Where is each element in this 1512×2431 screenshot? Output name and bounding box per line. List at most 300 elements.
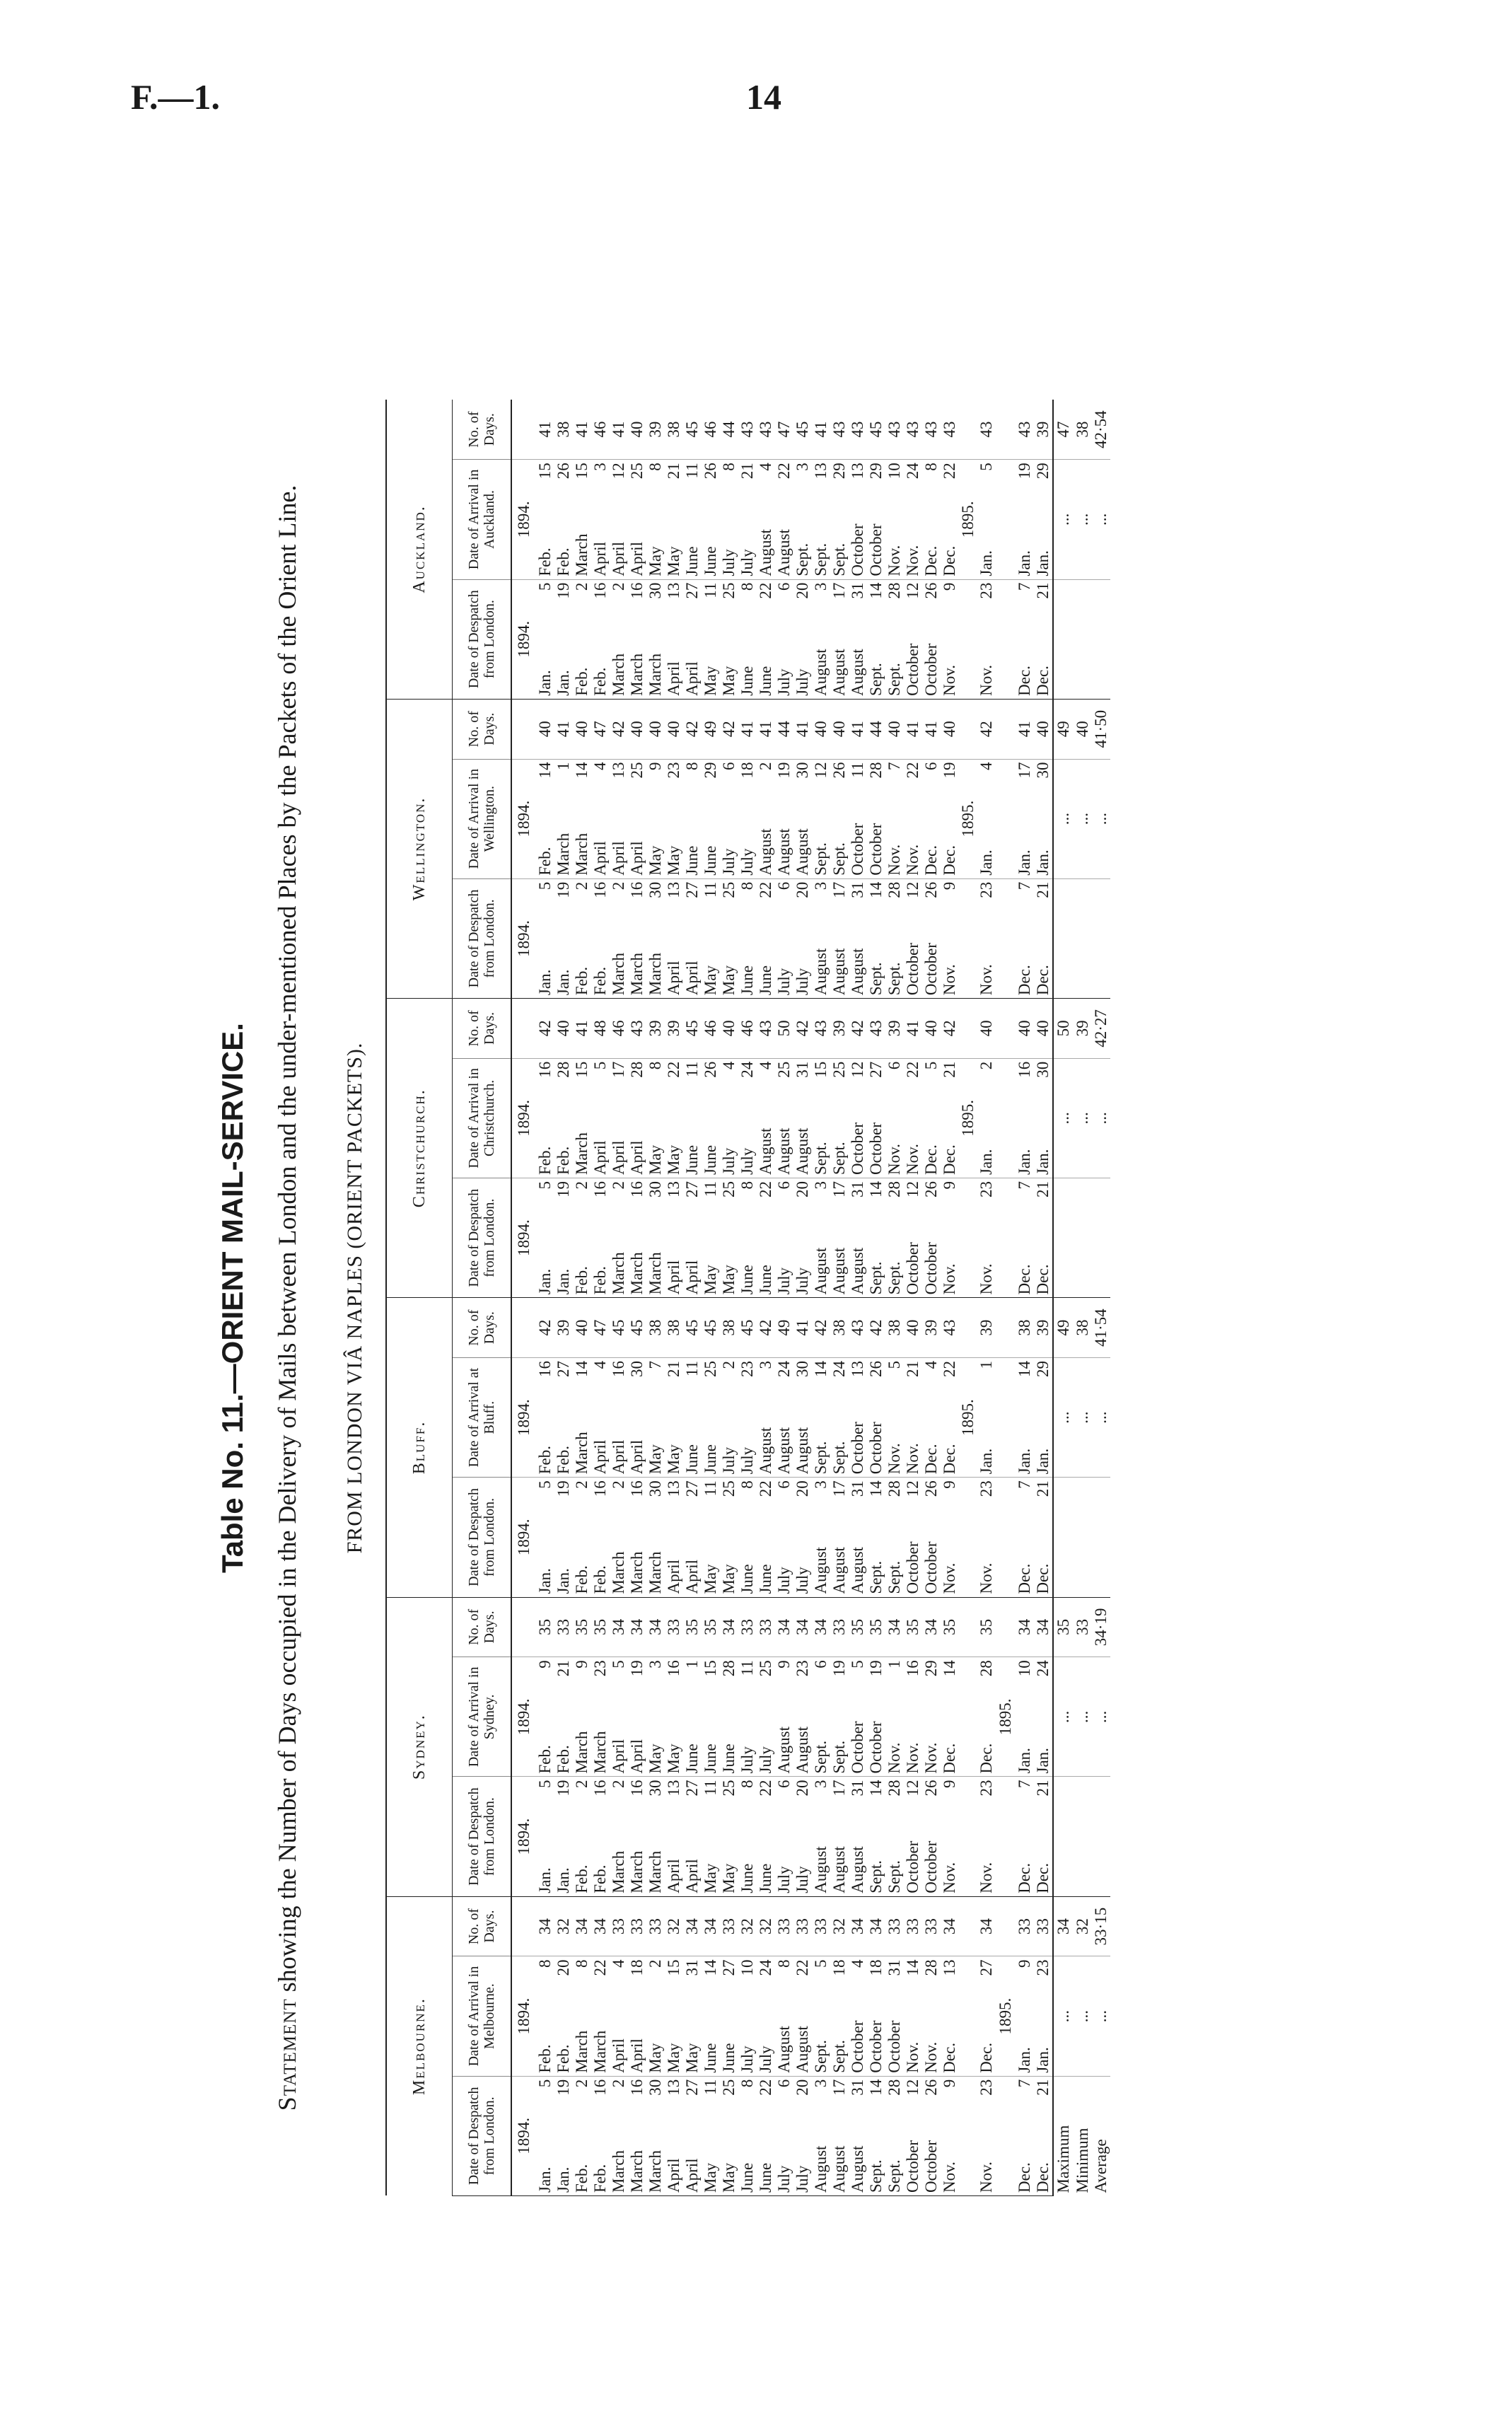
days-value: 43: [941, 400, 959, 460]
empty-cell: [1074, 1478, 1092, 1597]
month: August: [830, 1846, 848, 1893]
days-value: 41: [610, 400, 628, 460]
month: Nov.: [941, 1562, 958, 1594]
month: May: [665, 845, 682, 876]
days-value: 33: [665, 1597, 683, 1657]
month: Nov.: [904, 545, 921, 576]
year-label: 1895.: [996, 1956, 1016, 2076]
day: 24: [775, 1360, 793, 1377]
day: 13: [849, 1360, 866, 1377]
month: May: [702, 2162, 719, 2193]
despatch-date: [977, 579, 996, 699]
despatch-date: [885, 878, 904, 998]
days-value: 40: [573, 699, 591, 759]
day: 6: [775, 881, 793, 890]
month: June: [757, 1863, 774, 1893]
day: 21: [1034, 2079, 1052, 2096]
day: 16: [1016, 1061, 1033, 1078]
month: July: [775, 2165, 793, 2193]
month: March: [610, 1252, 627, 1295]
arrival-date: [702, 1956, 720, 2076]
day: 19: [867, 1660, 885, 1677]
day: 8: [738, 582, 756, 591]
despatch-date: [646, 1777, 665, 1896]
despatch-date: [702, 2076, 720, 2195]
month: June: [738, 965, 756, 996]
day: 3: [793, 463, 811, 471]
arrival-date: [702, 1657, 720, 1777]
month: Dec.: [922, 1444, 940, 1475]
stats-dots: ...: [1074, 1657, 1092, 1777]
month: May: [646, 546, 664, 576]
despatch-date: [904, 1478, 922, 1597]
month: August: [830, 948, 848, 996]
day: 11: [702, 582, 719, 598]
despatch-date: [536, 1777, 554, 1896]
arrival-date: [665, 1956, 683, 2076]
day: 28: [628, 1061, 646, 1078]
month: Nov.: [977, 1562, 995, 1594]
arrival-date: [628, 460, 646, 579]
despatch-date: [775, 1478, 793, 1597]
despatch-date: [536, 878, 554, 998]
days-value: 35: [904, 1597, 922, 1657]
city-header-melbourne: Melbourne.: [386, 1896, 453, 2195]
month: Jan.: [536, 1268, 554, 1295]
from-line: FROM LONDON VIÂ NAPLES (ORIENT PACKETS).: [343, 1042, 366, 1554]
month: March: [628, 2149, 646, 2193]
despatch-date: [573, 878, 591, 998]
arrival-date: [867, 460, 885, 579]
arrival-date: [610, 1357, 628, 1477]
days-value: 33: [628, 1896, 646, 1956]
month: July: [720, 848, 738, 876]
day: 15: [812, 1061, 830, 1078]
month: Jan.: [977, 849, 995, 876]
day: 14: [867, 1780, 885, 1797]
day: 4: [591, 1360, 609, 1369]
days-value: 49: [775, 1298, 793, 1358]
day: 26: [702, 1061, 719, 1078]
arrival-date: [1016, 460, 1034, 579]
stats-dots: ...: [1074, 1956, 1092, 2076]
despatch-date: [941, 1178, 959, 1298]
month: April: [610, 841, 627, 876]
day: 16: [628, 1780, 646, 1797]
despatch-date: [793, 878, 812, 998]
day: 31: [849, 1480, 866, 1497]
empty-cell: [511, 1298, 536, 1358]
stats-dots: ...: [1092, 759, 1110, 878]
arrival-date: [665, 1058, 683, 1178]
arrival-date: [830, 1657, 849, 1777]
empty-cell: [1053, 1777, 1074, 1896]
day: 5: [536, 2079, 554, 2088]
day: 1: [885, 1660, 903, 1669]
days-value: 42: [757, 1298, 775, 1358]
day: 29: [830, 463, 848, 480]
days-header-bluff: No. of Days.: [453, 1298, 512, 1358]
month: April: [683, 661, 701, 696]
days-value: 34: [849, 1896, 867, 1956]
despatch-date: [665, 1777, 683, 1896]
day: 3: [812, 2079, 830, 2088]
arrival-date: [573, 1058, 591, 1178]
month: July: [793, 1866, 811, 1893]
arrival-date: [812, 759, 830, 878]
month: Nov.: [977, 964, 995, 996]
arrival-date: [922, 1956, 941, 2076]
month: June: [702, 2043, 719, 2073]
month: October: [904, 1242, 921, 1295]
month: April: [683, 961, 701, 996]
arrival-date: [683, 1058, 702, 1178]
days-value: 33: [812, 1896, 830, 1956]
year-label: 1895.: [959, 759, 977, 878]
arrival-header-place: Bluff.: [482, 1400, 497, 1434]
day: 25: [720, 1181, 738, 1198]
table-row: [757, 400, 775, 2196]
day: 20: [793, 582, 811, 599]
arrival-date: [849, 1956, 867, 2076]
days-value: 42: [849, 999, 867, 1059]
despatch-date: [830, 2076, 849, 2195]
day: 5: [885, 1360, 903, 1369]
day: 8: [738, 1480, 756, 1489]
month: Feb.: [573, 1266, 591, 1295]
days-value: 40: [922, 999, 941, 1059]
year-label: 1895.: [959, 1058, 977, 1178]
table-row: [904, 400, 922, 2196]
arrival-date: [885, 1956, 904, 2076]
month: August: [793, 2026, 811, 2073]
despatch-date: [757, 2076, 775, 2195]
day: 26: [867, 1360, 885, 1377]
day: 14: [536, 762, 554, 779]
month: May: [720, 1863, 738, 1893]
day: 25: [720, 2079, 738, 2096]
day: 19: [628, 1660, 646, 1677]
year-label: 1894.: [511, 1777, 536, 1896]
month: Dec.: [1016, 666, 1033, 696]
despatch-date: [793, 2076, 812, 2195]
month: May: [646, 845, 664, 876]
month: July: [738, 2046, 756, 2073]
month: April: [665, 1260, 682, 1295]
day: 13: [941, 1959, 958, 1976]
day: 25: [702, 1360, 719, 1377]
month: Dec.: [1034, 666, 1052, 696]
month: October: [922, 1242, 940, 1295]
month: Sept.: [867, 663, 885, 696]
day: 6: [812, 1660, 830, 1669]
year-label: 1894.: [511, 759, 536, 878]
stats-dots: ...: [1074, 460, 1092, 579]
days-value: 33: [738, 1597, 757, 1657]
month: Nov.: [904, 2041, 921, 2073]
month: March: [610, 1850, 627, 1893]
stats-value: 49: [1053, 699, 1074, 759]
day: 5: [849, 1660, 866, 1669]
month: Dec.: [977, 1743, 995, 1774]
empty-cell: [1074, 1777, 1092, 1896]
month: March: [628, 953, 646, 996]
day: 6: [922, 762, 940, 771]
despatch-header-christchurch: Date of Despatch from London.: [453, 1178, 512, 1298]
month: May: [720, 965, 738, 996]
empty-cell: [511, 699, 536, 759]
days-value: 38: [554, 400, 573, 460]
despatch-date: [702, 1777, 720, 1896]
arrival-date: [573, 1956, 591, 2076]
days-value: 39: [977, 1298, 996, 1358]
month: October: [922, 1840, 940, 1893]
arrival-date: [885, 1058, 904, 1178]
day: 9: [536, 1660, 554, 1669]
day: 27: [683, 2079, 701, 2096]
days-value: 40: [1034, 999, 1053, 1059]
despatch-date: [646, 2076, 665, 2195]
arrival-date: [646, 1956, 665, 2076]
month: Nov.: [977, 1862, 995, 1893]
day: 6: [775, 2079, 793, 2088]
month: April: [610, 2038, 627, 2073]
year-label: 1894.: [511, 1357, 536, 1477]
despatch-date: [1034, 1777, 1053, 1896]
month: Feb.: [573, 667, 591, 696]
city-header-row: [386, 400, 453, 2196]
days-value: 45: [683, 1298, 702, 1358]
despatch-date: [591, 579, 610, 699]
despatch-date: [867, 1777, 885, 1896]
arrival-date: [738, 1956, 757, 2076]
stats-value: 49: [1053, 1298, 1074, 1358]
month: Feb.: [536, 1146, 554, 1176]
month: October: [922, 943, 940, 996]
month: June: [683, 845, 701, 876]
table-row: [830, 400, 849, 2196]
month: June: [702, 546, 719, 576]
month: March: [628, 1850, 646, 1893]
despatch-date: [628, 1178, 646, 1298]
arrival-date: [628, 1956, 646, 2076]
days-value: 35: [702, 1597, 720, 1657]
day: 5: [536, 582, 554, 591]
days-value: 39: [665, 999, 683, 1059]
day: 14: [573, 1360, 591, 1377]
year-label: 1895.: [996, 1657, 1016, 1777]
days-value: 39: [922, 1298, 941, 1358]
arrival-date: [867, 1357, 885, 1477]
month: Jan.: [554, 2166, 572, 2193]
days-value: 43: [977, 400, 996, 460]
arrival-date: [812, 1357, 830, 1477]
day: 17: [830, 1780, 848, 1797]
days-value: 39: [646, 400, 665, 460]
days-value: 38: [885, 1298, 904, 1358]
days-value: 34: [573, 1896, 591, 1956]
despatch-date: [830, 1178, 849, 1298]
days-value: 39: [1034, 400, 1053, 460]
despatch-date: [922, 1478, 941, 1597]
despatch-date: [610, 878, 628, 998]
empty-cell: [959, 1896, 977, 1956]
day: 11: [702, 1780, 719, 1796]
month: Jan.: [554, 1568, 572, 1594]
despatch-date: [922, 579, 941, 699]
month: July: [738, 1446, 756, 1475]
month: October: [904, 1541, 921, 1594]
despatch-date: [849, 878, 867, 998]
month: August: [812, 2145, 830, 2193]
arrival-date: [904, 759, 922, 878]
day: 8: [738, 1181, 756, 1190]
arrival-date: [720, 1956, 738, 2076]
days-value: 33: [554, 1597, 573, 1657]
month: Feb.: [573, 966, 591, 996]
stats-dots: ...: [1053, 1956, 1074, 2076]
despatch-date: [720, 1777, 738, 1896]
month: June: [720, 2043, 738, 2073]
days-value: 40: [554, 999, 573, 1059]
arrival-date: [683, 759, 702, 878]
days-value: 33: [793, 1896, 812, 1956]
month: June: [757, 1265, 774, 1295]
day: 30: [646, 1480, 664, 1497]
stats-dots: ...: [1074, 1357, 1092, 1477]
despatch-date: [536, 2076, 554, 2195]
day: 2: [610, 881, 627, 890]
month: March: [573, 1731, 591, 1774]
arrival-date: [793, 1357, 812, 1477]
day: 9: [775, 1660, 793, 1669]
despatch-date: [628, 2076, 646, 2195]
day: 13: [849, 463, 866, 480]
days-value: 42: [610, 699, 628, 759]
arrival-date: [977, 1956, 996, 2076]
month: June: [702, 1444, 719, 1475]
arrival-date: [1016, 1956, 1034, 2076]
day: 18: [628, 1959, 646, 1976]
despatch-date: [591, 2076, 610, 2195]
days-value: 34: [775, 1597, 793, 1657]
month: Jan.: [1034, 1448, 1052, 1475]
month: April: [665, 1859, 682, 1893]
day: 27: [867, 1061, 885, 1078]
despatch-date: [922, 878, 941, 998]
day: 14: [867, 1480, 885, 1497]
despatch-date: [757, 1777, 775, 1896]
table-row: [793, 400, 812, 2196]
arrival-date: [977, 759, 996, 878]
month: Jan.: [1016, 1448, 1033, 1475]
despatch-date: [591, 1478, 610, 1597]
days-value: 43: [941, 1298, 959, 1358]
month: August: [849, 1547, 866, 1594]
days-value: 43: [757, 400, 775, 460]
stats-value: 33·15: [1092, 1896, 1110, 1956]
days-value: 45: [793, 400, 812, 460]
despatch-date: [683, 2076, 702, 2195]
month: August: [757, 828, 774, 876]
month: April: [665, 961, 682, 996]
despatch-date: [941, 579, 959, 699]
month: Feb.: [536, 847, 554, 876]
month: April: [665, 2158, 682, 2193]
month: Nov.: [941, 2162, 958, 2193]
arrival-date: [720, 1657, 738, 1777]
month: June: [702, 1144, 719, 1176]
arrival-date: [977, 1058, 996, 1178]
day: 16: [628, 2079, 646, 2096]
day: 25: [628, 762, 646, 779]
despatch-date: [702, 878, 720, 998]
arrival-date: [573, 759, 591, 878]
empty-cell: [959, 1657, 977, 1777]
days-value: 33: [885, 1896, 904, 1956]
day: 21: [941, 1061, 958, 1078]
month: October: [849, 523, 866, 576]
arrival-date: [867, 1058, 885, 1178]
day: 22: [904, 1061, 921, 1078]
day: 30: [793, 1360, 811, 1377]
empty-cell: [1074, 878, 1092, 998]
days-value: 39: [830, 999, 849, 1059]
days-value: 34: [591, 1896, 610, 1956]
arrival-date: [1016, 1058, 1034, 1178]
arrival-date: [702, 759, 720, 878]
days-value: 35: [941, 1597, 959, 1657]
arrival-date: [904, 1357, 922, 1477]
day: 2: [573, 1780, 591, 1788]
day: 15: [665, 1959, 682, 1976]
days-value: 44: [775, 699, 793, 759]
days-value: 41: [536, 400, 554, 460]
arrival-date: [830, 460, 849, 579]
day: 25: [830, 1061, 848, 1078]
day: 28: [885, 1480, 903, 1497]
month: August: [849, 2145, 866, 2193]
arrival-date: [720, 1058, 738, 1178]
day: 2: [720, 1360, 738, 1369]
day: 11: [702, 2079, 719, 2095]
month: June: [683, 546, 701, 576]
day: 11: [683, 463, 701, 479]
day: 12: [610, 463, 627, 480]
days-value: 41: [849, 699, 867, 759]
arrival-date: [885, 1657, 904, 1777]
despatch-date: [1034, 579, 1053, 699]
day: 22: [757, 1780, 774, 1797]
days-value: 46: [702, 999, 720, 1059]
stats-value: 41·54: [1092, 1298, 1110, 1358]
day: 3: [757, 1360, 774, 1369]
empty-cell: [511, 400, 536, 460]
days-value: 34: [793, 1597, 812, 1657]
day: 5: [536, 881, 554, 890]
month: Sept.: [793, 543, 811, 576]
month: June: [683, 1144, 701, 1176]
day: 12: [904, 2079, 921, 2096]
month: July: [775, 1567, 793, 1594]
day: 31: [683, 1959, 701, 1976]
month: Nov.: [885, 1742, 903, 1774]
despatch-date: [646, 878, 665, 998]
days-value: 34: [867, 1896, 885, 1956]
arrival-date: [646, 1058, 665, 1178]
empty-cell: [1074, 1178, 1092, 1298]
day: 3: [812, 881, 830, 890]
